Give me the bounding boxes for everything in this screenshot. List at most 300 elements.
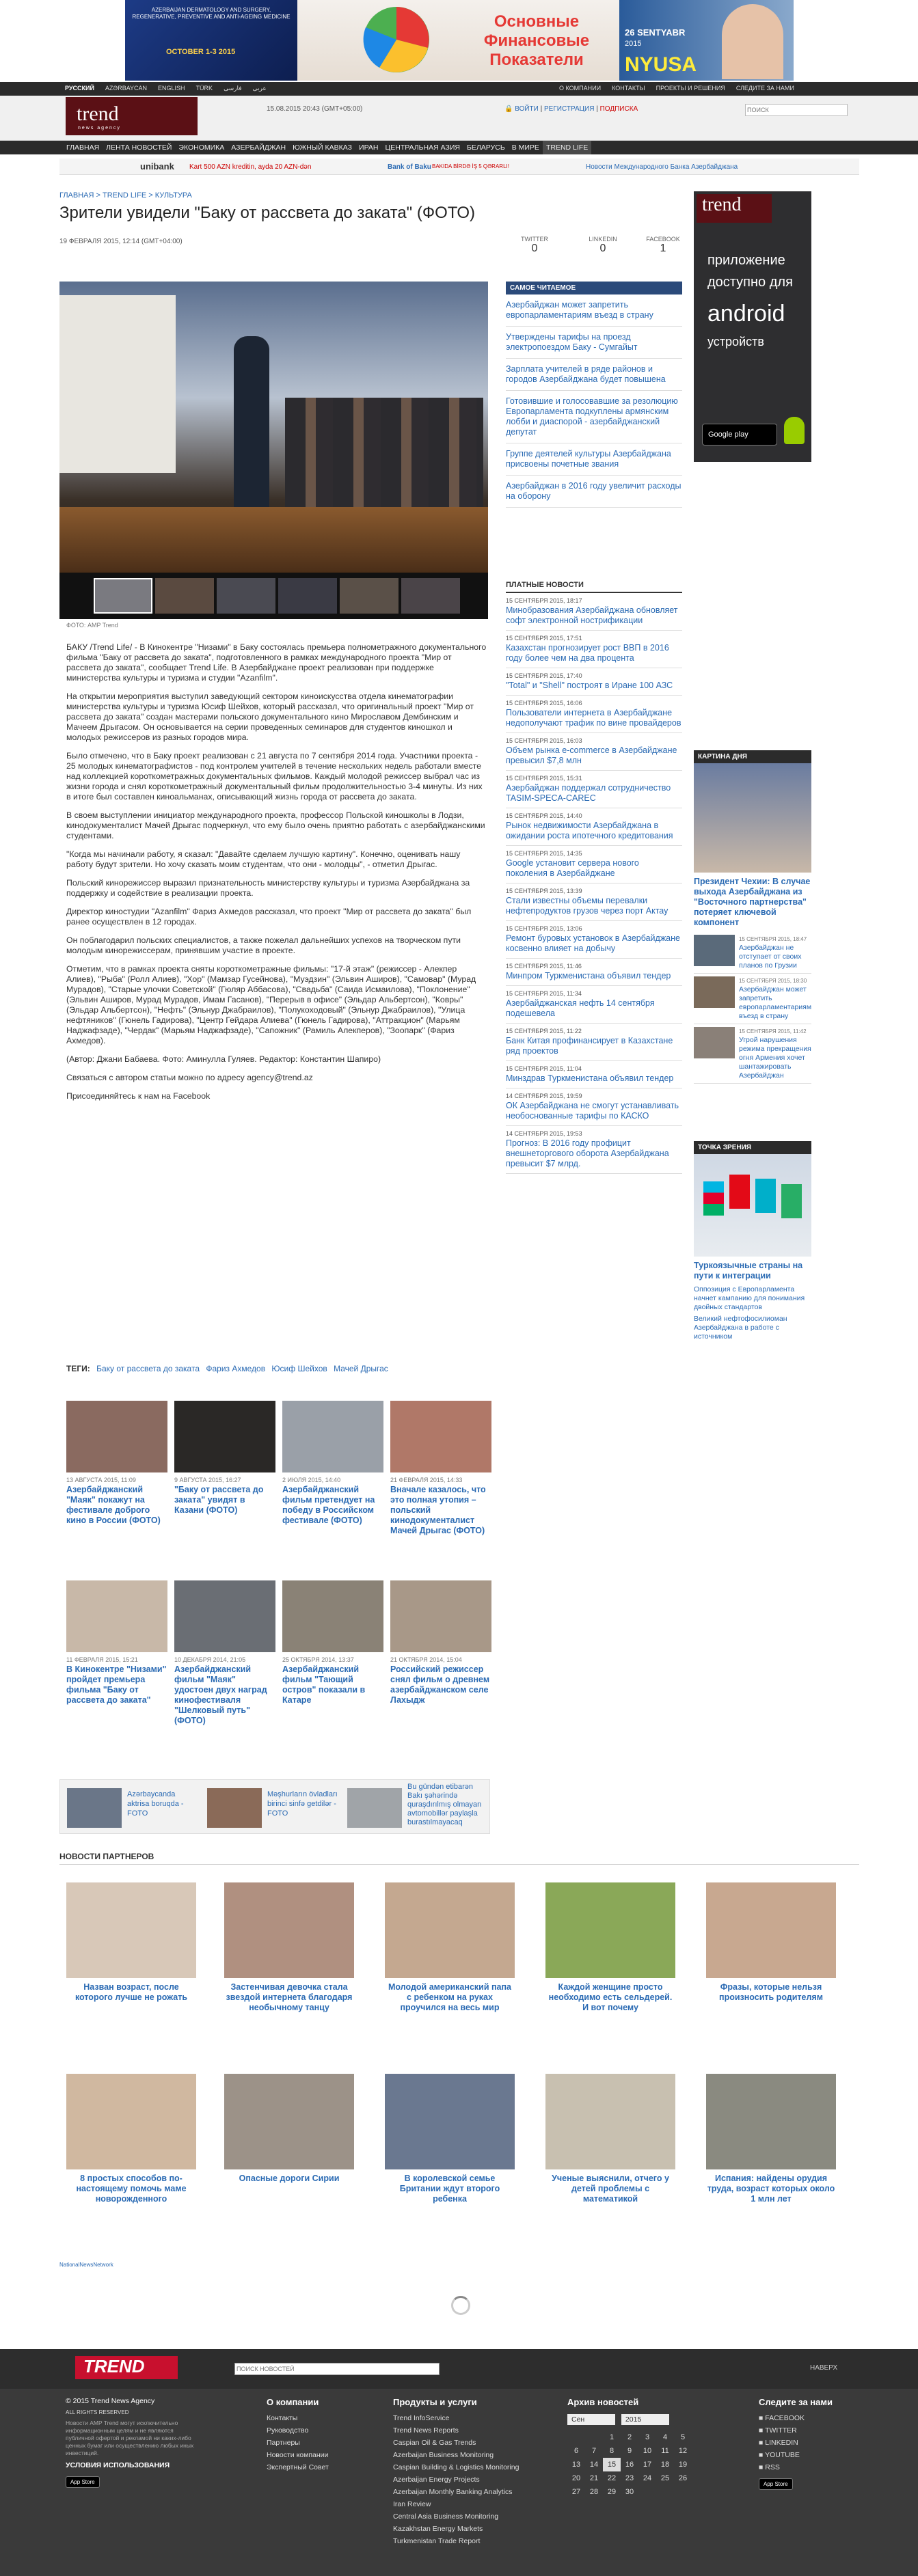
- share-linkedin-count: 0: [599, 243, 606, 254]
- sponsor-bar: [59, 159, 859, 175]
- lock-icon: 🔒: [504, 105, 513, 113]
- unibank-logo[interactable]: unibank: [140, 161, 174, 172]
- promo-link[interactable]: Azərbaycanda aktrisa boruqda - FOTO: [127, 1790, 184, 1818]
- calendar-day[interactable]: 26: [678, 2474, 688, 2482]
- footer-logo[interactable]: TREND: [75, 2356, 178, 2379]
- paid-news-item[interactable]: [506, 696, 682, 733]
- main-nav: [0, 141, 918, 154]
- product-link[interactable]: Caspian Building & Logistics Monitoring: [393, 2463, 519, 2471]
- top-banners: [0, 0, 918, 82]
- bank-of-baku-text[interactable]: BAKIDA BİRDƏ İŞ 5 QƏRARLI!: [432, 163, 509, 169]
- related-date: 25 ОКТЯБРЯ 2014, 13:37: [282, 1656, 354, 1663]
- related-thumb: [66, 1401, 167, 1472]
- day-news-item[interactable]: [694, 932, 811, 974]
- paid-news-title[interactable]: Минпром Туркменистана объявил тендер: [506, 971, 671, 981]
- paid-news-item[interactable]: [506, 921, 682, 959]
- calendar-day[interactable]: 4: [662, 2433, 668, 2441]
- paid-news-date: 15 СЕНТЯБРЯ 2015, 14:40: [506, 812, 582, 819]
- product-link[interactable]: Central Asia Business Monitoring: [393, 2512, 499, 2521]
- company-link[interactable]: Новости компании: [267, 2451, 329, 2459]
- related-thumb: [282, 1401, 383, 1472]
- paid-news-title[interactable]: Google установит сервера нового поколения в Азербайджане: [506, 858, 639, 878]
- calendar-day[interactable]: 9: [627, 2447, 632, 2455]
- tag-link[interactable]: Фариз Ахмедов: [206, 1364, 266, 1373]
- paid-news-title[interactable]: Пользователи интернета в Азербайджане недополучают трафик по вине провайдеров: [506, 708, 681, 728]
- paid-news-item[interactable]: [506, 631, 682, 668]
- lang-en[interactable]: ENGLISH: [158, 85, 185, 92]
- partner-item[interactable]: [66, 2074, 196, 2204]
- paid-news-block: [506, 581, 682, 1174]
- picture-of-day-heading: КАРТИНА ДНЯ: [694, 750, 811, 763]
- day-news-thumb: [694, 976, 735, 1008]
- flag-icon: [729, 1175, 750, 1209]
- related-title[interactable]: Азербайджанский "Маяк" покажут на фестивале доброго кино в России (ФОТО): [66, 1485, 161, 1525]
- partner-thumb: [66, 2074, 196, 2169]
- flag-icon: [781, 1184, 802, 1218]
- company-heading: О компании: [267, 2397, 319, 2407]
- banner-dermatology[interactable]: [125, 0, 297, 81]
- partner-title[interactable]: Фразы, которые нельзя произносить родителям: [719, 1982, 823, 2002]
- facebook-link[interactable]: [759, 2414, 833, 2422]
- calendar-day[interactable]: 29: [607, 2488, 617, 2496]
- tag-link[interactable]: Юсиф Шейхов: [271, 1364, 327, 1373]
- footer-archive: [567, 2397, 692, 2499]
- nav-world[interactable]: В МИРЕ: [511, 143, 539, 152]
- banner-dermatology-date: OCTOBER 1-3 2015: [166, 48, 236, 56]
- linkedin-link[interactable]: [759, 2439, 833, 2447]
- share-linkedin-label: LINKEDIN: [589, 236, 617, 243]
- rss-link[interactable]: [759, 2463, 833, 2471]
- paid-news-item[interactable]: [506, 733, 682, 771]
- nav-iran[interactable]: ИРАН: [359, 143, 379, 152]
- calendar-day[interactable]: 7: [591, 2447, 597, 2455]
- paid-news-title[interactable]: Ремонт буровых установок в Азербайджане косвенно влияет на добычу: [506, 933, 680, 953]
- paragraph: Польский кинорежиссер выразил признательность министерству культуры и туризма Азербайджана за поддержку и содействие в реализации проекта.: [66, 878, 470, 898]
- related-title[interactable]: "Баку от рассвета до заката" увидят в Казани (ФОТО): [174, 1485, 264, 1515]
- archive-heading: Архив новостей: [567, 2397, 639, 2407]
- partner-item[interactable]: [224, 1882, 354, 2013]
- copyright: © 2015 Trend News Agency: [66, 2397, 155, 2405]
- bank-of-baku-logo[interactable]: Bank of Baku: [388, 163, 431, 171]
- thumbnail-6[interactable]: [401, 578, 460, 614]
- appstore-badge[interactable]: App Store: [66, 2476, 100, 2488]
- nav-economy[interactable]: ЭКОНОМИКА: [178, 143, 225, 152]
- most-read-item[interactable]: Азербайджан в 2016 году увеличит расходы на оборону: [506, 476, 682, 508]
- partner-title[interactable]: Назван возраст, после которого лучше не рожать: [75, 1982, 188, 2002]
- linkedin-label: LINKEDIN: [765, 2439, 798, 2447]
- product-link[interactable]: Turkmenistan Trade Report: [393, 2537, 481, 2545]
- related-item[interactable]: [282, 1401, 383, 1526]
- related-date: 10 ДЕКАБРЯ 2014, 21:05: [174, 1656, 246, 1663]
- paid-news-date: 15 СЕНТЯБРЯ 2015, 16:06: [506, 700, 582, 707]
- paid-news-title[interactable]: Казахстан прогнозирует рост ВВП в 2016 году более чем на два процента: [506, 643, 669, 663]
- link-follow[interactable]: СЛЕДИТЕ ЗА НАМИ: [735, 85, 794, 92]
- thumbnail-4[interactable]: [278, 578, 337, 614]
- contact-author[interactable]: Связаться с автором статьи можно по адресу agency@trend.az: [66, 1073, 313, 1082]
- banner-dermatology-text: AZERBAIJAN DERMATOLOGY AND SURGERY, REGENERATIVE, PREVENTIVE AND ANTI-AGEING MEDICINE: [132, 7, 291, 20]
- app-line-2: доступно для: [707, 275, 793, 290]
- paid-news-item[interactable]: [506, 808, 682, 846]
- related-title[interactable]: Азербайджанский фильм "Тающий остров" показали в Катаре: [282, 1664, 366, 1705]
- paid-news-item[interactable]: [506, 1061, 682, 1088]
- promo-thumb[interactable]: [207, 1788, 262, 1828]
- rss-icon: ■: [759, 2463, 766, 2471]
- paragraph: В своем выступлении инициатор международного проекта, профессор Польской киношколы в Лодзи, кинодокументалист Мачей Дрыгас подчеркнул, что ему было очень приятно работать с азербайджанскими студентами.: [66, 810, 485, 840]
- calendar-week: [567, 2430, 692, 2444]
- share-facebook[interactable]: [643, 236, 684, 255]
- partner-thumb: [385, 2074, 515, 2169]
- site-logo[interactable]: [66, 97, 198, 135]
- partner-item[interactable]: [385, 1882, 515, 2013]
- article-body: [66, 642, 487, 1110]
- picture-of-day-image[interactable]: [694, 763, 811, 873]
- related-thumb: [390, 1580, 491, 1652]
- lang-tr[interactable]: TÜRK: [195, 85, 213, 92]
- nav-feed[interactable]: ЛЕНТА НОВОСТЕЙ: [106, 143, 172, 152]
- partner-item[interactable]: [224, 2074, 354, 2184]
- paid-news-item[interactable]: [506, 593, 682, 631]
- twitter-label: TWITTER: [765, 2426, 797, 2435]
- partner-title[interactable]: Застенчивая девочка стала звездой интернета благодаря необычному танцу: [226, 1982, 353, 2012]
- google-play-button[interactable]: Google play: [702, 424, 777, 446]
- banner-concert-name: NYUSA: [625, 53, 697, 76]
- calendar-day[interactable]: 6: [573, 2447, 579, 2455]
- banner-financial[interactable]: [297, 0, 623, 81]
- partner-thumb: [224, 1882, 354, 1978]
- paid-news-item[interactable]: [506, 668, 682, 696]
- photo-caption: ФОТО: AMP Trend: [66, 622, 118, 629]
- paragraph: Директор киностудии "Azanfilm" Фариз Ахмедов рассказал, что проект "Мир от рассвета до заката" был ранее осуществлен в 12 городах.: [66, 907, 472, 927]
- calendar-day[interactable]: 3: [645, 2433, 650, 2441]
- tags-label: ТЕГИ:: [66, 1364, 90, 1373]
- banner-financial-text: Основные Финансовые Показатели: [483, 12, 590, 69]
- lang-az[interactable]: AZƏRBAYCAN: [105, 85, 148, 92]
- nav-home[interactable]: ГЛАВНАЯ: [66, 143, 100, 152]
- day-news-item[interactable]: [694, 1024, 811, 1084]
- auth-links: 🔒 ВОЙТИ | РЕГИСТРАЦИЯ | ПОДПИСКА: [504, 105, 638, 113]
- partner-item[interactable]: [385, 2074, 515, 2204]
- partners-heading: НОВОСТИ ПАРТНЕРОВ: [59, 1852, 859, 1865]
- related-title[interactable]: Российский режиссер снял фильм о древнем азербайджанском селе Лахыдж: [390, 1664, 490, 1705]
- follow-appstore-badge[interactable]: App Store: [759, 2478, 793, 2490]
- paragraph: (Автор: Джани Бабаева. Фото: Аминулла Гуляев. Редактор: Константин Шапиро): [66, 1054, 381, 1064]
- partners-credit[interactable]: NationalNewsNetwork: [59, 2262, 113, 2268]
- article-title: Зрители увидели "Баку от рассвета до заката" (ФОТО): [59, 204, 476, 222]
- archive-month-select[interactable]: Сен: [567, 2414, 615, 2425]
- language-switcher: [59, 82, 272, 95]
- paid-news-title[interactable]: Прогноз: В 2016 году профицит внешнеторгового оборота Азербайджана превысит $7 млрд.: [506, 1138, 669, 1168]
- paragraph: "Когда мы начинали работу, я сказал: "Давайте сделаем лучшую картину". Конечно, оценивать нашу работу будут зрители. Но хочу сказать моим студентам, что они - молодцы", - отметил Дрыгас.: [66, 849, 461, 869]
- day-news-title[interactable]: Азербайджан может запретить европарламентариям въезд в страну: [739, 985, 812, 1020]
- article-photo[interactable]: [59, 282, 488, 573]
- facebook-join[interactable]: Присоединяйтесь к нам на Facebook: [66, 1091, 211, 1101]
- paid-news-item[interactable]: [506, 959, 682, 986]
- iba-news-link[interactable]: Новости Международного Банка Азербайджана: [586, 163, 738, 171]
- related-title[interactable]: Азербайджанский фильм претендует на победу в Российском фестивале (ФОТО): [282, 1485, 375, 1525]
- calendar-week: [567, 2485, 692, 2499]
- calendar-day[interactable]: 22: [607, 2474, 617, 2482]
- paid-news-item[interactable]: [506, 1024, 682, 1061]
- nav-trend-life[interactable]: TREND LIFE: [543, 141, 591, 154]
- lang-ru[interactable]: РУССКИЙ: [65, 85, 94, 92]
- product-link[interactable]: Kazakhstan Energy Markets: [393, 2525, 483, 2533]
- nav-azerbaijan[interactable]: АЗЕРБАЙДЖАН: [231, 143, 286, 152]
- paid-news-title[interactable]: Банк Китая профинансирует в Казахстане ряд проектов: [506, 1036, 673, 1056]
- paragraph: БАКУ /Trend Life/ - В Кинокентре "Низами" в Баку состоялась премьера полнометражного документального фильма "Баку от рассвета до заката", подготовленного в рамках международного проекта "Мир от рассвета до заката", сообщает Trend Life. В Азербайджане проект реализован при поддержке министерства культуры и туризма и студии "Azanfilm".: [66, 642, 487, 683]
- paid-news-date: 15 СЕНТЯБРЯ 2015, 11:34: [506, 990, 582, 997]
- related-thumb: [174, 1401, 275, 1472]
- partner-item[interactable]: [66, 1882, 196, 2003]
- article-date: 19 ФЕВРАЛЯ 2015, 12:14 (GMT+04:00): [59, 238, 183, 245]
- calendar-day: [567, 2430, 585, 2444]
- most-read-item[interactable]: Азербайджан может запретить европарламентариям въезд в страну: [506, 294, 682, 327]
- related-date: 9 АВГУСТА 2015, 16:27: [174, 1477, 241, 1483]
- android-app-banner[interactable]: [694, 191, 811, 462]
- related-item[interactable]: [282, 1580, 383, 1705]
- related-item[interactable]: [174, 1401, 275, 1516]
- paragraph: На открытии мероприятия выступил заведующий сектором киноискусства отдела кинематографии министерства культуры и туризма Юсиф Шейхов, который рассказал, что оригинальный проект "Мир от рассвета до заката" создан мастерами польского документального кино Мирославом Дембинским и Мачеем Дрыгасом. Он основывается на серии проведенных семинаров для студентов киношкол и молодых режиссеров из разных городов мира.: [66, 691, 474, 742]
- day-news-item[interactable]: [694, 974, 811, 1024]
- thumbnail-2[interactable]: [155, 578, 214, 614]
- thumbnail-1[interactable]: [94, 578, 152, 614]
- paid-news-item[interactable]: [506, 1088, 682, 1126]
- share-facebook-label: FACEBOOK: [646, 236, 680, 243]
- paid-news-title[interactable]: Рынок недвижимости Азербайджана в ожидании роста ипотечного кредитования: [506, 821, 673, 840]
- most-read-item[interactable]: Группе деятелей культуры Азербайджана присвоены почетные звания: [506, 443, 682, 476]
- unibank-text[interactable]: Kart 500 AZN kreditin, ayda 20 AZN-dən: [189, 163, 312, 171]
- partner-title[interactable]: Ученые выяснили, отчего у детей проблемы с математикой: [552, 2174, 669, 2204]
- calendar-day[interactable]: 14: [589, 2461, 599, 2469]
- day-news-title[interactable]: Угрой нарушения режима прекращения огня Армения хочет шантажировать Азербайджан: [739, 1036, 811, 1080]
- back-to-top-button[interactable]: НАВЕРХ: [810, 2364, 838, 2372]
- company-link[interactable]: Экспертный Совет: [267, 2463, 329, 2471]
- calendar-day[interactable]: 25: [660, 2474, 670, 2482]
- share-twitter[interactable]: [514, 236, 555, 255]
- partner-item[interactable]: [545, 2074, 675, 2204]
- partner-title[interactable]: В королевской семье Британии ждут второго ребенка: [399, 2174, 500, 2204]
- calendar-day: [585, 2430, 603, 2444]
- calendar-day[interactable]: 16: [625, 2461, 634, 2469]
- calendar-day[interactable]: 17: [643, 2461, 652, 2469]
- thumbnail-3[interactable]: [217, 578, 275, 614]
- product-link[interactable]: Trend InfoService: [393, 2414, 450, 2422]
- calendar-day[interactable]: 1: [609, 2433, 615, 2441]
- calendar-day[interactable]: 15: [603, 2458, 621, 2471]
- related-date: 11 ФЕВРАЛЯ 2015, 15:21: [66, 1656, 138, 1663]
- rss-label: RSS: [765, 2463, 780, 2471]
- calendar-week: [567, 2458, 692, 2471]
- paid-news-title[interactable]: Минобразования Азербайджана обновляет софт электронной нострификации: [506, 605, 678, 625]
- partner-item[interactable]: [706, 2074, 836, 2204]
- login-link[interactable]: ВОЙТИ: [515, 105, 539, 113]
- product-link[interactable]: Azerbaijan Monthly Banking Analytics: [393, 2488, 513, 2496]
- product-link[interactable]: Azerbaijan Energy Projects: [393, 2476, 480, 2484]
- footer-company: [267, 2397, 329, 2476]
- product-link[interactable]: Trend News Reports: [393, 2426, 459, 2435]
- paid-news-title[interactable]: Минздрав Туркменистана объявил тендер: [506, 1073, 674, 1083]
- related-date: 2 ИЮЛЯ 2015, 14:40: [282, 1477, 341, 1483]
- calendar-day[interactable]: 10: [643, 2447, 652, 2455]
- register-link[interactable]: РЕГИСТРАЦИЯ: [544, 105, 595, 113]
- disclaimer: Новости AMP Trend могут исключительно информационным целям и не являются публичной офертой и рекламой ни каких-либо ценных бумаг или осуществлению любых иных инвестиций.: [66, 2420, 194, 2456]
- point-of-view-item[interactable]: Оппозиция с Европарламента начнет кампанию для понимания двойных стандартов: [694, 1285, 805, 1311]
- partner-title[interactable]: 8 простых способов по-настоящему помочь маме новорожденного: [76, 2174, 187, 2204]
- related-item[interactable]: [66, 1580, 167, 1705]
- share-twitter-count: 0: [531, 243, 538, 254]
- calendar-day[interactable]: 18: [660, 2461, 670, 2469]
- most-read-item[interactable]: Утверждены тарифы на проезд электропоездом Баку - Сумгайыт: [506, 327, 682, 359]
- paid-news-item[interactable]: [506, 771, 682, 808]
- related-title[interactable]: В Кинокентре "Низами" пройдет премьера фильма "Баку от рассвета до заката": [66, 1664, 167, 1705]
- most-read-item[interactable]: Зарплата учителей в ряде районов и городов Азербайджана будет повышена: [506, 359, 682, 391]
- app-line-3: android: [707, 301, 785, 327]
- calendar-day[interactable]: 11: [661, 2447, 669, 2455]
- calendar-day[interactable]: 19: [678, 2461, 688, 2469]
- calendar-day[interactable]: 20: [571, 2474, 581, 2482]
- calendar-day[interactable]: 24: [643, 2474, 652, 2482]
- picture-of-day-block: [694, 750, 811, 1084]
- calendar-day[interactable]: 23: [625, 2474, 634, 2482]
- lang-ar[interactable]: عربی: [252, 85, 267, 92]
- share-linkedin[interactable]: [582, 236, 623, 255]
- link-contacts[interactable]: КОНТАКТЫ: [612, 85, 645, 92]
- promo-link[interactable]: Bu gündən etibarən Bakı şəhərində quraşdırılmış olmayan avtomobillər paylaşla burastılmayacaq: [407, 1783, 482, 1826]
- singer-portrait: [722, 4, 783, 79]
- nav-belarus[interactable]: БЕЛАРУСЬ: [467, 143, 505, 152]
- flags-image[interactable]: [694, 1154, 811, 1257]
- app-line-4: устройств: [707, 335, 764, 348]
- top-links: [554, 82, 800, 94]
- day-news-date: 15 СЕНТЯБРЯ 2015, 11:42: [739, 1028, 807, 1034]
- calendar-day[interactable]: 21: [589, 2474, 599, 2482]
- paid-news-title[interactable]: Объем рынка e-commerce в Азербайджане превысил $7,8 млн: [506, 745, 677, 765]
- banner-concert[interactable]: [619, 0, 794, 81]
- logo-sub: news agency: [78, 126, 121, 131]
- link-projects[interactable]: ПРОЕКТЫ И РЕШЕНИЯ: [656, 85, 725, 92]
- paid-news-item[interactable]: [506, 846, 682, 883]
- related-item[interactable]: [174, 1580, 275, 1726]
- related-date: 21 ОКТЯБРЯ 2014, 15:04: [390, 1656, 462, 1663]
- nav-caucasus[interactable]: ЮЖНЫЙ КАВКАЗ: [293, 143, 353, 152]
- product-link[interactable]: Caspian Oil & Gas Trends: [393, 2439, 476, 2447]
- calendar-day[interactable]: 30: [625, 2488, 634, 2496]
- day-news-thumb: [694, 1027, 735, 1058]
- partner-thumb: [706, 1882, 836, 1978]
- related-item[interactable]: [390, 1401, 491, 1536]
- calendar-day[interactable]: 13: [571, 2461, 581, 2469]
- paid-news-date: 15 СЕНТЯБРЯ 2015, 11:04: [506, 1065, 582, 1072]
- promo-link[interactable]: Məşhurların övladları birinci sinfə getdilər - FOTO: [267, 1790, 338, 1818]
- related-date: 13 АВГУСТА 2015, 11:09: [66, 1477, 136, 1483]
- paid-news-date: 15 СЕНТЯБРЯ 2015, 13:06: [506, 925, 582, 932]
- calendar-day[interactable]: 8: [609, 2447, 615, 2455]
- facebook-label: FACEBOOK: [765, 2414, 805, 2422]
- paid-news-item[interactable]: [506, 986, 682, 1024]
- partner-title[interactable]: Испания: найдены орудия труда, возраст которых около 1 млн лет: [707, 2174, 835, 2204]
- paid-news-title[interactable]: Азербайджан поддержал сотрудничество TASIM-SPECA-CAREC: [506, 783, 671, 803]
- related-item[interactable]: [66, 1401, 167, 1526]
- thumbnail-5[interactable]: [340, 578, 399, 614]
- product-link[interactable]: Iran Review: [393, 2500, 431, 2508]
- paid-news-title[interactable]: Азербайджанская нефть 14 сентября подешевела: [506, 998, 655, 1018]
- link-about[interactable]: О КОМПАНИИ: [559, 85, 602, 92]
- subscribe-link[interactable]: ПОДПИСКА: [599, 105, 638, 113]
- day-news-date: 15 СЕНТЯБРЯ 2015, 18:47: [739, 936, 807, 942]
- paid-news-date: 14 СЕНТЯБРЯ 2015, 19:59: [506, 1093, 582, 1099]
- calendar-day[interactable]: 28: [589, 2488, 599, 2496]
- calendar-day[interactable]: 27: [571, 2488, 581, 2496]
- tag-link[interactable]: Баку от рассвета до заката: [96, 1364, 200, 1373]
- search-input[interactable]: [745, 104, 848, 116]
- picture-of-day-title[interactable]: Президент Чехии: В случае выхода Азербайджана из "Восточного партнерства" потеряет ключевой компонент: [694, 877, 811, 927]
- footer-search-input[interactable]: [234, 2363, 440, 2375]
- company-link[interactable]: Руководство: [267, 2426, 309, 2435]
- site-header: [0, 96, 918, 141]
- tag-link[interactable]: Мачей Дрыгас: [334, 1364, 388, 1373]
- promo-thumb[interactable]: [347, 1788, 402, 1828]
- calendar-day[interactable]: 5: [680, 2433, 686, 2441]
- partner-title[interactable]: Молодой американский папа с ребенком на руках проучился на весь мир: [388, 1982, 511, 2012]
- related-date: 21 ФЕВРАЛЯ 2015, 14:33: [390, 1477, 463, 1483]
- partner-title[interactable]: Опасные дороги Сирии: [239, 2174, 340, 2183]
- related-item[interactable]: [390, 1580, 491, 1705]
- paid-news-title[interactable]: ОК Азербайджана не смогут устанавливать необоснованные тарифы по КАСКО: [506, 1101, 679, 1121]
- calendar-day: [674, 2485, 692, 2499]
- product-link[interactable]: Azerbaijan Business Monitoring: [393, 2451, 494, 2459]
- paid-news-item[interactable]: [506, 1126, 682, 1174]
- paid-news-date: 15 СЕНТЯБРЯ 2015, 13:39: [506, 888, 582, 894]
- most-read-item[interactable]: Готовившие и голосовавшие за резолюцию Европарламента подкуплены армянским лобби и диаспорой - азербайджанский депутат: [506, 391, 682, 443]
- banner-concert-year: 2015: [625, 40, 642, 48]
- twitter-link[interactable]: [759, 2426, 833, 2435]
- related-thumb: [390, 1401, 491, 1472]
- partner-item[interactable]: [706, 1882, 836, 2003]
- breadcrumb[interactable]: ГЛАВНАЯ > TREND LIFE > КУЛЬТУРА: [59, 191, 192, 200]
- archive-calendar: [567, 2430, 692, 2499]
- paid-news-date: 14 СЕНТЯБРЯ 2015, 19:53: [506, 1130, 582, 1137]
- paid-news-date: 15 СЕНТЯБРЯ 2015, 15:31: [506, 775, 582, 782]
- partner-title[interactable]: Каждой женщине просто необходимо есть сельдерей. И вот почему: [548, 1982, 673, 2012]
- related-title[interactable]: Вначале казалось, что это полная утопия – польский кинодокументалист Мачей Дрыгас (ФОТО): [390, 1485, 486, 1535]
- day-news-title[interactable]: Азербайджан не отступает от своих планов по Грузии: [739, 944, 802, 970]
- footer-about: [66, 2397, 195, 2488]
- rights: ALL RIGHTS RESERVED: [66, 2409, 129, 2415]
- nav-central-asia[interactable]: ЦЕНТРАЛЬНАЯ АЗИЯ: [385, 143, 460, 152]
- share-facebook-count: 1: [660, 243, 666, 254]
- partner-thumb: [545, 1882, 675, 1978]
- archive-year-select[interactable]: 2015: [621, 2414, 669, 2425]
- point-of-view-title[interactable]: Туркоязычные страны на пути к интеграции: [694, 1261, 803, 1280]
- flag-icon: [703, 1181, 724, 1216]
- company-link[interactable]: Контакты: [267, 2414, 298, 2422]
- lang-fa[interactable]: فارسی: [224, 85, 242, 92]
- point-of-view-item[interactable]: Великий нефтофосилиоман Азербайджана в работе с источником: [694, 1315, 787, 1341]
- top-bar: [0, 82, 918, 96]
- facebook-icon: ■: [759, 2414, 766, 2422]
- calendar-day[interactable]: 2: [627, 2433, 632, 2441]
- paid-news-item[interactable]: [506, 883, 682, 921]
- youtube-link[interactable]: [759, 2451, 833, 2459]
- partner-item[interactable]: [545, 1882, 675, 2013]
- calendar-day[interactable]: 12: [678, 2447, 688, 2455]
- terms-link[interactable]: УСЛОВИЯ ИСПОЛЬЗОВАНИЯ: [66, 2461, 170, 2469]
- promo-thumb[interactable]: [67, 1788, 122, 1828]
- related-title[interactable]: Азербайджанский фильм "Маяк" удостоен двух наград кинофестиваля "Шелковый путь" (ФОТО): [174, 1664, 267, 1725]
- paid-news-title[interactable]: Стали известны объемы перевалки нефтепродуктов грузов через порт Актау: [506, 896, 669, 916]
- paid-news-title[interactable]: "Total" и "Shell" построят в Иране 100 АЗС: [506, 681, 673, 690]
- partner-thumb: [385, 1882, 515, 1978]
- company-link[interactable]: Партнеры: [267, 2439, 300, 2447]
